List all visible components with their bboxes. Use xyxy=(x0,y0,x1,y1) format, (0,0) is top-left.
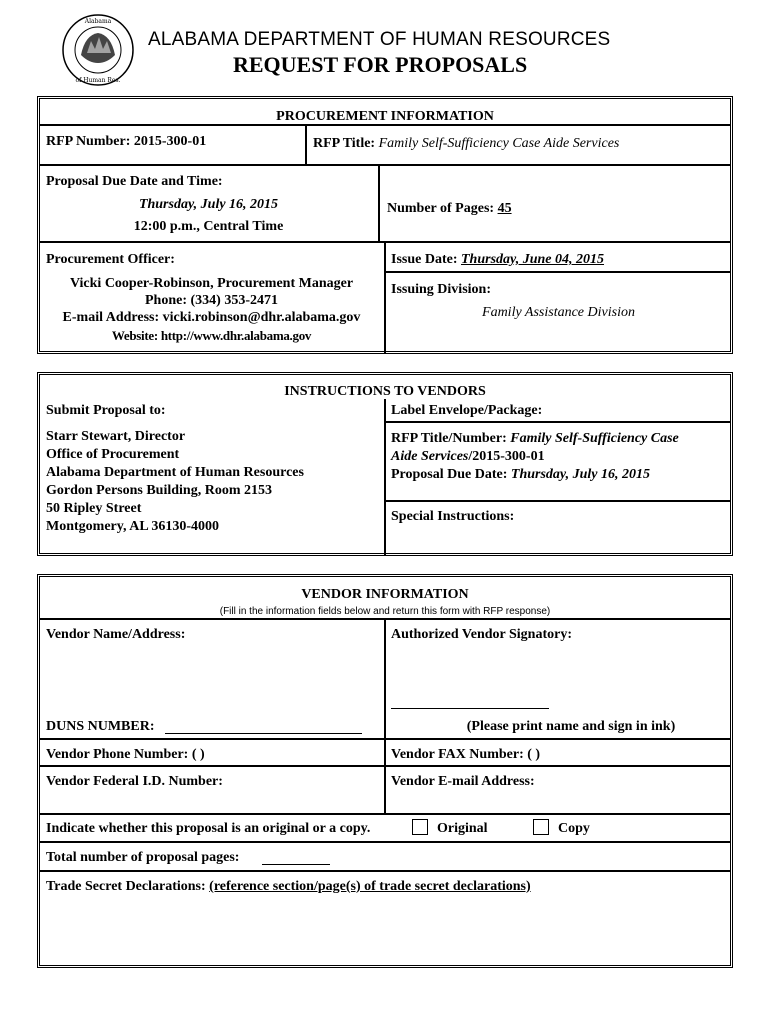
duns-number-label: DUNS NUMBER: xyxy=(46,719,155,734)
address-line: 50 Ripley Street xyxy=(46,501,142,516)
copy-option-label: Copy xyxy=(558,821,590,836)
copy-checkbox[interactable] xyxy=(533,819,549,835)
duns-number-input[interactable] xyxy=(165,733,362,734)
original-or-copy-label: Indicate whether this proposal is an original or a copy. xyxy=(46,821,371,836)
signature-line[interactable] xyxy=(391,708,549,709)
special-instructions-label: Special Instructions: xyxy=(391,509,515,524)
dhr-seal-logo xyxy=(61,13,135,87)
address-line: Alabama Department of Human Resources xyxy=(46,465,304,480)
vendor-phone-label[interactable]: Vendor Phone Number: ( ) xyxy=(46,747,205,762)
procurement-heading: PROCUREMENT INFORMATION xyxy=(276,109,494,124)
vendor-fax-label[interactable]: Vendor FAX Number: ( ) xyxy=(391,747,541,762)
issuing-division-label: Issuing Division: xyxy=(391,282,491,297)
address-line: Montgomery, AL 36130-4000 xyxy=(46,519,220,534)
original-checkbox[interactable] xyxy=(412,819,428,835)
submit-proposal-label: Submit Proposal to: xyxy=(46,403,166,418)
rfp-number-field: RFP Number: 2015-300-01 xyxy=(46,134,207,149)
number-of-pages-field: Number of Pages: 45 xyxy=(387,201,512,216)
issuing-division-value: Family Assistance Division xyxy=(482,305,635,320)
address-line: Starr Stewart, Director xyxy=(46,429,186,444)
total-pages-label: Total number of proposal pages: xyxy=(46,850,240,865)
document-title: REQUEST FOR PROPOSALS xyxy=(233,52,528,77)
original-option-label: Original xyxy=(437,821,488,836)
vendor-heading: VENDOR INFORMATION xyxy=(301,587,469,602)
officer-name: Vicki Cooper-Robinson, Procurement Manager xyxy=(69,276,354,291)
officer-email: E-mail Address: vicki.robinson@dhr.alabama.gov xyxy=(62,310,361,325)
vendor-federal-id-label[interactable]: Vendor Federal I.D. Number: xyxy=(46,774,223,789)
label-rfp-number: Aide Services/2015-300-01 xyxy=(391,449,545,464)
vendor-name-address-label: Vendor Name/Address: xyxy=(46,627,186,642)
label-rfp-title: RFP Title/Number: Family Self-Sufficiency Case xyxy=(391,431,679,446)
instructions-heading: INSTRUCTIONS TO VENDORS xyxy=(284,384,486,399)
due-time-value: 12:00 p.m., Central Time xyxy=(133,219,284,234)
officer-phone: Phone: (334) 353-2471 xyxy=(145,293,278,308)
authorized-signatory-label: Authorized Vendor Signatory: xyxy=(391,627,572,642)
svg-text:Alabama: Alabama xyxy=(84,18,112,25)
print-sign-note: (Please print name and sign in ink) xyxy=(466,719,676,734)
total-pages-input[interactable] xyxy=(262,864,330,865)
label-due-date: Proposal Due Date: Thursday, July 16, 2015 xyxy=(391,467,651,482)
agency-name: ALABAMA DEPARTMENT OF HUMAN RESOURCES xyxy=(148,29,611,50)
vendor-email-label[interactable]: Vendor E-mail Address: xyxy=(391,774,535,789)
rfp-title-field: RFP Title: Family Self-Sufficiency Case Aide Services xyxy=(313,136,620,151)
vendor-subheading: (Fill in the information fields below and return this form with RFP response) xyxy=(219,606,551,617)
officer-website: Website: http://www.dhr.alabama.gov xyxy=(111,328,312,343)
procurement-officer-label: Procurement Officer: xyxy=(46,252,175,267)
due-date-label: Proposal Due Date and Time: xyxy=(46,174,223,189)
address-line: Gordon Persons Building, Room 2153 xyxy=(46,483,272,498)
label-envelope-heading: Label Envelope/Package: xyxy=(391,403,543,418)
address-line: Office of Procurement xyxy=(46,447,180,462)
trade-secret-input-area[interactable] xyxy=(40,898,730,964)
trade-secret-field: Trade Secret Declarations: (reference section/page(s) of trade secret declarations) xyxy=(46,879,531,894)
issue-date-field: Issue Date: Thursday, June 04, 2015 xyxy=(391,252,605,267)
svg-text:of Human Res.: of Human Res. xyxy=(75,77,121,84)
due-date-value: Thursday, July 16, 2015 xyxy=(138,197,279,212)
